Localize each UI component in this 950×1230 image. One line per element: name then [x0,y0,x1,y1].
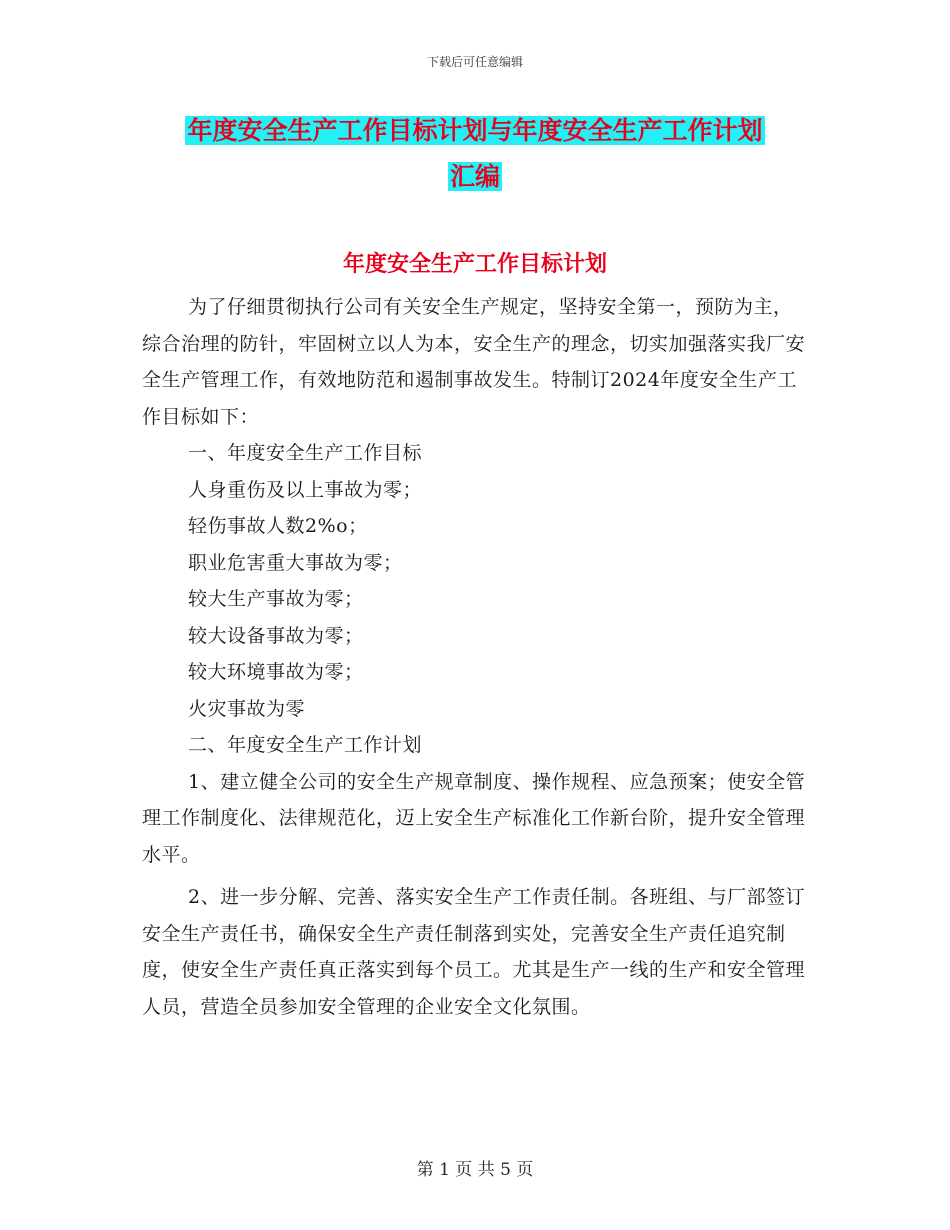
goal-item: 较大设备事故为零； [188,624,364,647]
goal-item: 轻伤事故人数2%o； [188,515,368,537]
header-note: 下载后可任意编辑 [426,55,523,69]
goal-item: 较大环境事故为零； [188,661,364,683]
document-body [142,289,807,1025]
plan-item: 1、建立健全公司的安全生产规章制度、操作规程、应急预案；使安全管理工作制度化、法律规范化，迈上安全生产标准化工作新台阶，提升安全管理水平。 [142,770,806,866]
part1-heading: 一、年度安全生产工作目标 [188,442,423,464]
part2-heading: 二、年度安全生产工作计划 [188,734,423,756]
goal-item: 职业危害重大事故为零； [188,551,403,574]
plan-item: 2、进一步分解、完善、落实安全生产工作责任制。各班组、与厂部签订安全生产责任书，确保安全生产责任制落到实处，完善安全生产责任追究制度，使安全生产责任真正落实到每个员工。尤其是生产一线的生产和安全管理人员，营造全员参加安全管理的企业安全文化氛围。 [142,886,806,1018]
document-title-line-2: 汇编 [449,162,500,191]
goal-item: 较大生产事故为零； [188,588,364,610]
document-title [140,108,810,200]
goal-item: 火灾事故为零 [188,697,306,720]
goal-item: 人身重伤及以上事故为零； [188,478,423,501]
document-title-line-1: 年度安全生产工作目标计划与年度安全生产工作计划 [187,116,763,145]
section-title: 年度安全生产工作目标计划 [342,252,607,277]
intro-paragraph: 为了仔细贯彻执行公司有关安全生产规定，坚持安全第一，预防为主，综合治理的防针，牢固树立以人为本，安全生产的理念，切实加强落实我厂安全生产管理工作，有效地防范和遏制事故发生。特制订2024年度安全生产工作目标如下： [142,296,806,428]
page-footer: 第 1 页 共 5 页 [416,1160,534,1180]
